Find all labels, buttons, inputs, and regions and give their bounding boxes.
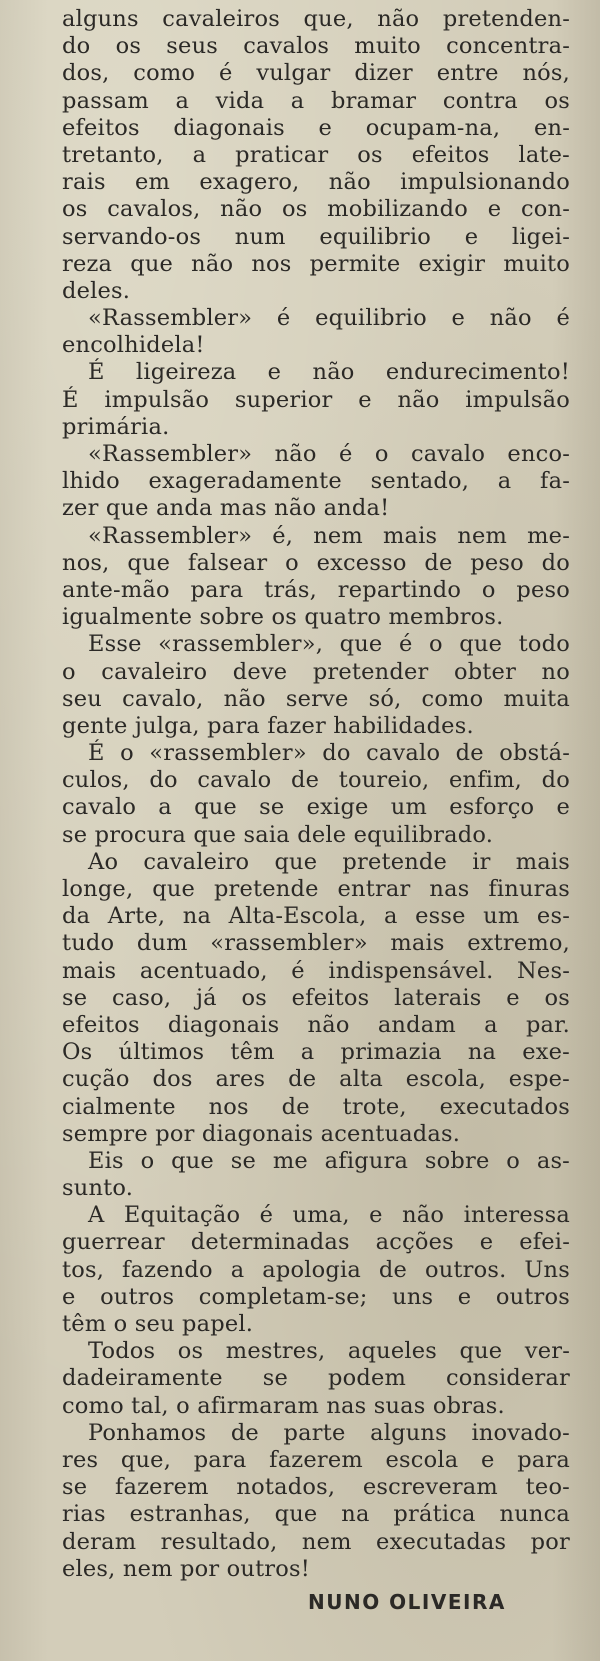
article-line: dadeiramente se podem considerar [62, 1365, 570, 1392]
article-line: efeitos diagonais não andam a par. [62, 1011, 570, 1038]
article-line: sempre por diagonais acentuadas. [62, 1120, 461, 1147]
article-line: têm o seu papel. [62, 1311, 254, 1337]
article-line: deles. [62, 277, 131, 304]
article-line: os cavalos, não os mobilizando e con- [62, 196, 570, 223]
article-line: o cavaleiro deve pretender obter no [62, 658, 570, 685]
article-line: «Rassembler» é equilibrio e não é [88, 305, 570, 332]
article-line: Ao cavaleiro que pretende ir mais [88, 848, 570, 875]
article-line: cavalo a que se exige um esforço e [62, 794, 570, 821]
article-line: eles, nem por outros! [62, 1555, 310, 1582]
article-line: do os seus cavalos muito concentra- [62, 33, 570, 60]
article-line: igualmente sobre os quatro membros. [62, 604, 504, 631]
article-line: da Arte, na Alta-Escola, a esse um es- [62, 903, 570, 930]
article-line: nos, que falsear o excesso de peso do [62, 549, 570, 576]
author-signature: NUNO OLIVEIRA [308, 1590, 506, 1614]
article-line: culos, do cavalo de toureio, enfim, do [62, 767, 570, 794]
article-line: reza que não nos permite exigir muito [62, 250, 570, 277]
article-line: seu cavalo, não serve só, como muita [62, 685, 570, 712]
article-line: É o «rassembler» do cavalo de obstá- [88, 740, 570, 767]
article-line: Todos os mestres, aqueles que ver- [88, 1338, 570, 1365]
article-line: servando-os num equilibrio e ligei- [62, 223, 570, 250]
article-line: Os últimos têm a primazia na exe- [62, 1039, 570, 1066]
article-line: guerrear determinadas acções e efei- [62, 1229, 570, 1256]
article-line: «Rassembler» não é o cavalo enco- [88, 441, 570, 467]
article-line: encolhidela! [62, 332, 205, 359]
article-line: lhido exageradamente sentado, a fa- [62, 468, 570, 495]
article-line: rias estranhas, que na prática nunca [62, 1501, 570, 1528]
article-line: zer que anda mas não anda! [62, 495, 390, 522]
article-line: sunto. [62, 1175, 134, 1202]
article-line: se fazerem notados, escreveram teo- [62, 1474, 570, 1501]
article-line: tudo dum «rassembler» mais extremo, [62, 930, 570, 957]
article-line: longe, que pretende entrar nas finuras [62, 876, 570, 902]
article-line: alguns cavaleiros que, não pretenden- [62, 6, 570, 32]
article-line: primária. [62, 413, 170, 440]
article-line: A Equitação é uma, e não interessa [88, 1202, 570, 1229]
article-body [62, 6, 570, 1583]
article-line: gente julga, para fazer habilidades. [62, 712, 474, 739]
article-line: rais em exagero, não impulsionando [62, 169, 570, 196]
article-line: res que, para fazerem escola e para [62, 1446, 570, 1473]
article-line: ante-mão para trás, repartindo o peso [62, 576, 570, 603]
article-line: mais acentuado, é indispensável. Nes- [62, 957, 570, 984]
article-line: e outros completam-se; uns e outros [62, 1283, 570, 1310]
article-line: Esse «rassembler», que é o que todo [88, 631, 570, 658]
article-line: efeitos diagonais e ocupam-na, en- [62, 114, 570, 141]
article-line: deram resultado, nem executadas por [62, 1528, 570, 1555]
article-line: dos, como é vulgar dizer entre nós, [62, 60, 570, 87]
article-line: É impulsão superior e não impulsão [62, 386, 570, 413]
article-line: cução dos ares de alta escola, espe- [62, 1066, 570, 1093]
article-line: se caso, já os efeitos laterais e os [62, 984, 570, 1011]
article-line: tos, fazendo a apologia de outros. Uns [62, 1256, 570, 1283]
article-line: cialmente nos de trote, executados [62, 1093, 570, 1120]
article-line: «Rassembler» é, nem mais nem me- [88, 522, 570, 549]
article-line: Ponhamos de parte alguns inovado- [88, 1419, 570, 1446]
article-line: Eis o que se me afigura sobre o as- [88, 1147, 570, 1174]
article-line: tretanto, a praticar os efeitos late- [62, 141, 570, 168]
article-line: passam a vida a bramar contra os [62, 87, 570, 114]
article-line: É ligeireza e não endurecimento! [88, 359, 570, 386]
article-line: se procura que saia dele equilibrado. [62, 821, 494, 848]
article-line: como tal, o afirmaram nas suas obras. [62, 1392, 505, 1419]
